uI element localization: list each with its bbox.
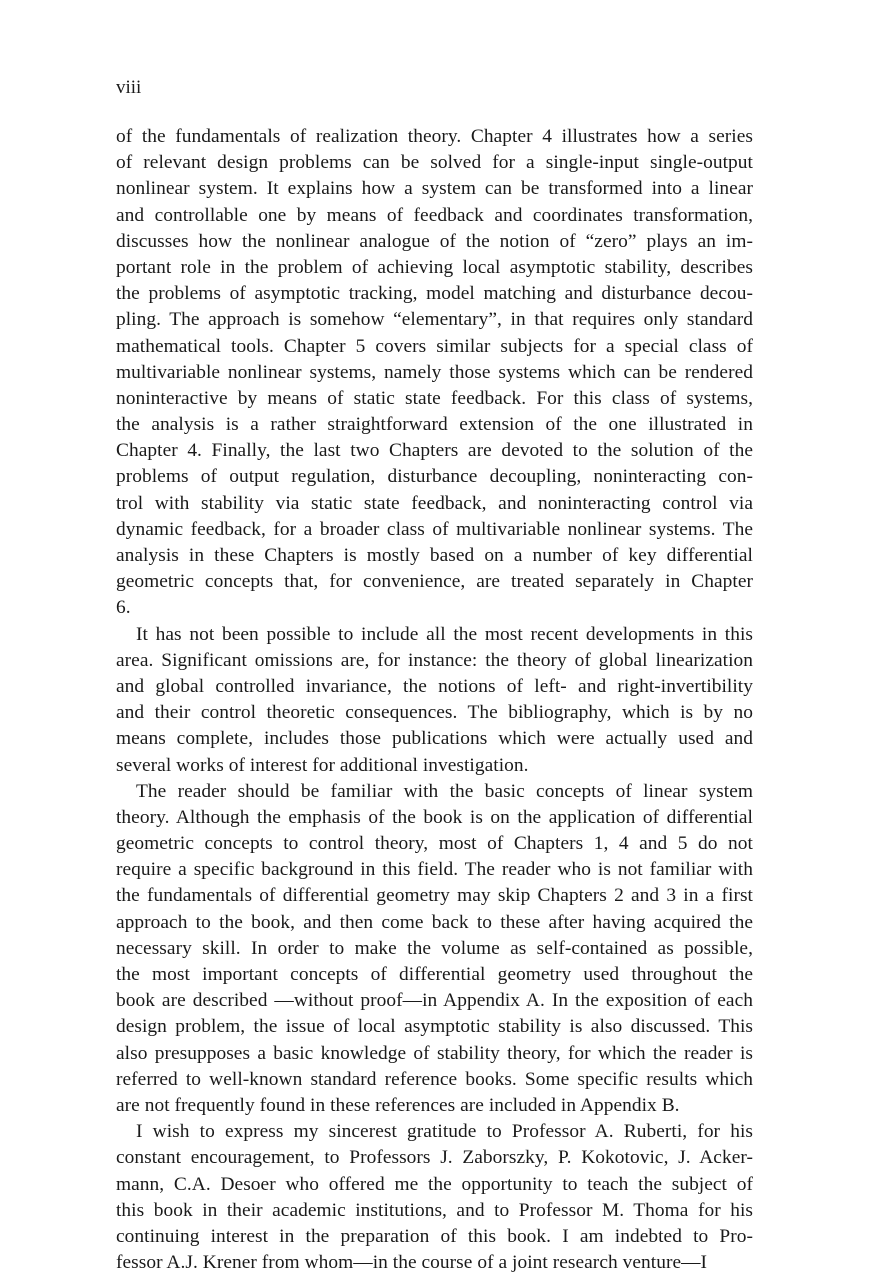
text-line: geometric concepts that, for convenience, are treated separately in Chapter	[116, 571, 753, 593]
text-line: noninteractive by means of static state feedback. For this class of systems,	[116, 387, 753, 409]
text-line: area. Significant omissions are, for instance: the theory of global linearization	[116, 649, 753, 671]
text-line: discusses how the nonlinear analogue of the notion of “zero” plays an im-	[116, 230, 753, 252]
text-line: dynamic feedback, for a broader class of multivariable nonlinear systems. The	[116, 518, 753, 540]
text-line: geometric concepts to control theory, most of Chapters 1, 4 and 5 do not	[116, 833, 753, 855]
text-line: and controllable one by means of feedback and coordinates transformation,	[116, 204, 753, 226]
text-line: approach to the book, and then come back to these after having acquired the	[116, 911, 753, 933]
text-line: the most important concepts of differential geometry used throughout the	[116, 964, 753, 985]
text-line: constant encouragement, to Professors J. Zaborszky, P. Kokotovic, J. Acker-	[116, 1147, 753, 1169]
text-line: pling. The approach is somehow “elementary”, in that requires only standard	[116, 309, 753, 331]
text-line: book are described —without proof—in Appendix A. In the exposition of each	[116, 990, 753, 1012]
text-line: and global controlled invariance, the notions of left- and right-invertibility	[116, 675, 753, 697]
text-line: 6.	[116, 597, 131, 619]
text-line: are not frequently found in these references are included in Appendix B.	[116, 1094, 680, 1116]
text-line: The reader should be familiar with the basic concepts of linear system	[136, 780, 753, 802]
text-line: trol with stability via static state feedback, and noninteracting control via	[116, 492, 753, 514]
paragraph	[116, 622, 753, 779]
text-line: fessor A.J. Krener from whom—in the course of a joint research venture—I	[116, 1252, 708, 1274]
text-line: of the fundamentals of realization theory. Chapter 4 illustrates how a series	[116, 126, 753, 147]
text-line: the fundamentals of differential geometry may skip Chapters 2 and 3 in a first	[116, 885, 753, 907]
text-line: portant role in the problem of achieving local asymptotic stability, describes	[116, 256, 753, 278]
text-line: problems of output regulation, disturbance decoupling, noninteracting con-	[116, 466, 753, 488]
text-line: design problem, the issue of local asymptotic stability is also discussed. This	[116, 1016, 753, 1038]
text-line: nonlinear system. It explains how a system can be transformed into a linear	[116, 178, 753, 200]
text-line: I wish to express my sincerest gratitude to Professor A. Ruberti, for his	[136, 1121, 753, 1143]
text-line: referred to well-known standard reference books. Some specific results which	[116, 1068, 753, 1090]
text-line: of relevant design problems can be solved for a single-input single-output	[116, 152, 753, 174]
text-line: require a specific background in this field. The reader who is not familiar with	[116, 859, 753, 881]
text-line: It has not been possible to include all the most recent developments in this	[136, 623, 753, 645]
text-line: Chapter 4. Finally, the last two Chapters are devoted to the solution of the	[116, 440, 753, 462]
text-line: necessary skill. In order to make the volume as self-contained as possible,	[116, 937, 753, 959]
text-line: several works of interest for additional investigation.	[116, 754, 529, 776]
text-line: theory. Although the emphasis of the book is on the application of differential	[116, 806, 753, 828]
text-line: this book in their academic institutions, and to Professor M. Thoma for his	[116, 1199, 753, 1221]
page-number: viii	[116, 77, 142, 98]
text-line: analysis in these Chapters is mostly based on a number of key differential	[116, 545, 753, 566]
text-line: means complete, includes those publications which were actually used and	[116, 728, 753, 750]
paragraph	[116, 124, 753, 622]
text-line: the problems of asymptotic tracking, model matching and disturbance decou-	[116, 283, 753, 305]
body-text	[116, 124, 753, 1276]
text-line: mathematical tools. Chapter 5 covers similar subjects for a special class of	[116, 335, 753, 357]
text-line: also presupposes a basic knowledge of stability theory, for which the reader is	[116, 1042, 753, 1064]
text-line: mann, C.A. Desoer who offered me the opportunity to teach the subject of	[116, 1173, 753, 1195]
text-line: multivariable nonlinear systems, namely those systems which can be rendered	[116, 361, 753, 383]
paragraph	[116, 779, 753, 1119]
text-line: and their control theoretic consequences. The bibliography, which is by no	[116, 702, 753, 724]
text-line: the analysis is a rather straightforward extension of the one illustrated in	[116, 414, 753, 436]
paragraph	[116, 1119, 753, 1276]
text-line: continuing interest in the preparation of this book. I am indebted to Pro-	[116, 1225, 753, 1247]
